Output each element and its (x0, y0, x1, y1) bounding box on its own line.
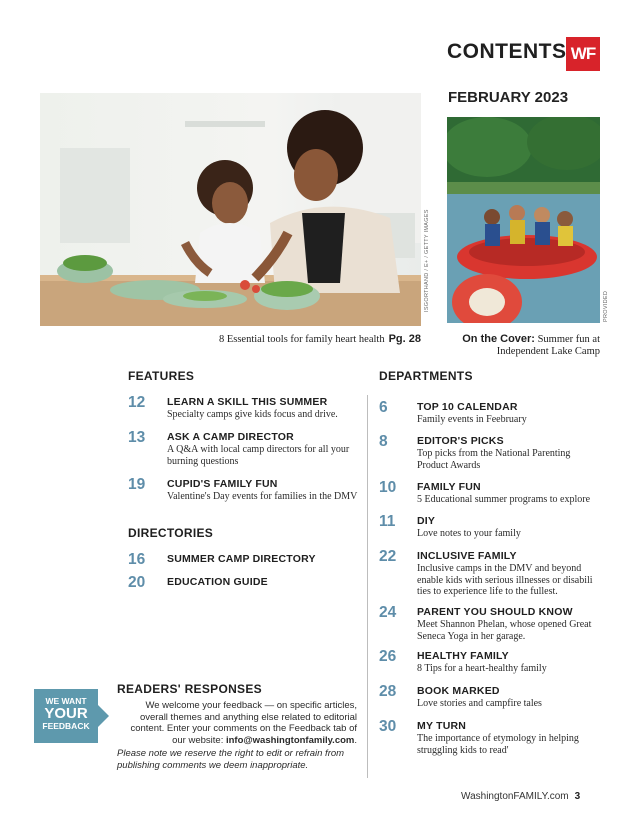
readers-responses-text: We welcome your feedback — on specific articles, overall themes and anything else related to editorial content. Enter your comments on the Feedback tab of our website: (130, 700, 357, 746)
issue-date: FEBRUARY 2023 (448, 89, 569, 106)
page-number: 26 (379, 648, 397, 665)
entry-description: Valentine's Day events for families in the DMV (167, 491, 358, 502)
page-number: 10 (379, 479, 397, 496)
page-number: 12 (128, 394, 146, 411)
page-number: 11 (379, 513, 396, 530)
page-number: 28 (379, 683, 397, 700)
main-photo-caption (40, 333, 421, 345)
page-number-footer: 3 (574, 791, 581, 802)
badge-line-3: FEEDBACK (42, 721, 90, 731)
page-number: 30 (379, 718, 397, 735)
entry-title: CUPID'S FAMILY FUN (167, 478, 278, 490)
entry-title: ASK A CAMP DIRECTOR (167, 431, 294, 443)
page-number: 8 (379, 433, 388, 450)
cover-caption-text: Summer fun at Independent Lake Camp (496, 334, 600, 357)
readers-responses-note: Please note we reserve the right to edit or refrain from publishing comments we deem inappropriate. (117, 748, 345, 771)
entry-title: DIY (417, 515, 436, 527)
entry-description: Love notes to your family (417, 528, 521, 539)
entry-title: TOP 10 CALENDAR (417, 401, 518, 413)
entry-title: INCLUSIVE FAMILY (417, 550, 517, 562)
page-number: 16 (128, 551, 146, 568)
footer-site[interactable]: WashingtonFAMILY.com (461, 791, 569, 802)
page-number: 13 (128, 429, 146, 446)
cover-photo-credit: PROVIDED (603, 290, 609, 322)
page-number: 19 (128, 476, 146, 493)
directories-heading: DIRECTORIES (128, 526, 214, 540)
entry-description: Love stories and campfire tales (417, 698, 542, 709)
entry-title: HEALTHY FAMILY (417, 650, 509, 662)
entry-title: FAMILY FUN (417, 481, 481, 493)
page-number: 24 (379, 604, 397, 621)
cover-caption (447, 333, 600, 358)
entry-title: EDITOR'S PICKS (417, 435, 504, 447)
readers-responses-body (117, 700, 357, 746)
entry-description: Meet Shannon Phelan, whose opened Great Seneca Yoga in her garage. (417, 619, 592, 642)
badge-line-2: YOUR (44, 705, 88, 722)
entry-title: SUMMER CAMP DIRECTORY (167, 553, 316, 565)
cover-photo (447, 117, 600, 323)
entry-description: 5 Educational summer programs to explore (417, 494, 591, 505)
kitchen-photo (40, 93, 421, 326)
entry-title: LEARN A SKILL THIS SUMMER (167, 396, 328, 408)
readers-responses-heading: READERS' RESPONSES (117, 682, 262, 696)
feedback-email-link[interactable]: info@washingtonfamily.com (225, 734, 355, 746)
entry-description: Family events in Feebruary (417, 414, 527, 425)
wf-logo: WF (566, 37, 600, 71)
entry-description: The importance of etymology in helping struggling kids to read' (417, 733, 579, 756)
cover-caption-lead: On the Cover: (462, 333, 535, 345)
page-number: 22 (379, 548, 397, 565)
badge-arrow-icon (98, 705, 109, 727)
caption-text: 8 Essential tools for family heart health (218, 334, 385, 345)
badge-line-1: WE WANT (45, 696, 87, 706)
entry-description: Specialty camps give kids focus and drive. (167, 409, 338, 420)
entry-description: Inclusive camps in the DMV and beyond enable kids with serious illnesses or disabili ties to experience life to the fullest. (417, 563, 593, 597)
page-title: CONTENTS (447, 40, 567, 63)
entry-title: MY TURN (417, 720, 467, 732)
entry-description: 8 Tips for a heart-healthy family (417, 663, 547, 674)
page-footer (461, 791, 580, 802)
departments-heading: DEPARTMENTS (379, 369, 473, 383)
entry-title: BOOK MARKED (417, 685, 500, 697)
entry-title: EDUCATION GUIDE (167, 576, 268, 588)
caption-page-ref[interactable]: Pg. 28 (388, 333, 421, 345)
email-suffix: . (354, 734, 357, 746)
entry-description: Top picks from the National Parenting Product Awards (417, 448, 571, 471)
features-heading: FEATURES (128, 369, 195, 383)
page-number: 20 (128, 574, 146, 591)
entry-title: PARENT YOU SHOULD KNOW (417, 606, 573, 618)
entry-description: A Q&A with local camp directors for all your burning questions (167, 444, 350, 467)
photo-credit: ISGORTHAND / E+ / GETTY IMAGES (424, 209, 430, 312)
feedback-badge[interactable] (34, 689, 98, 743)
page-number: 6 (379, 399, 388, 416)
